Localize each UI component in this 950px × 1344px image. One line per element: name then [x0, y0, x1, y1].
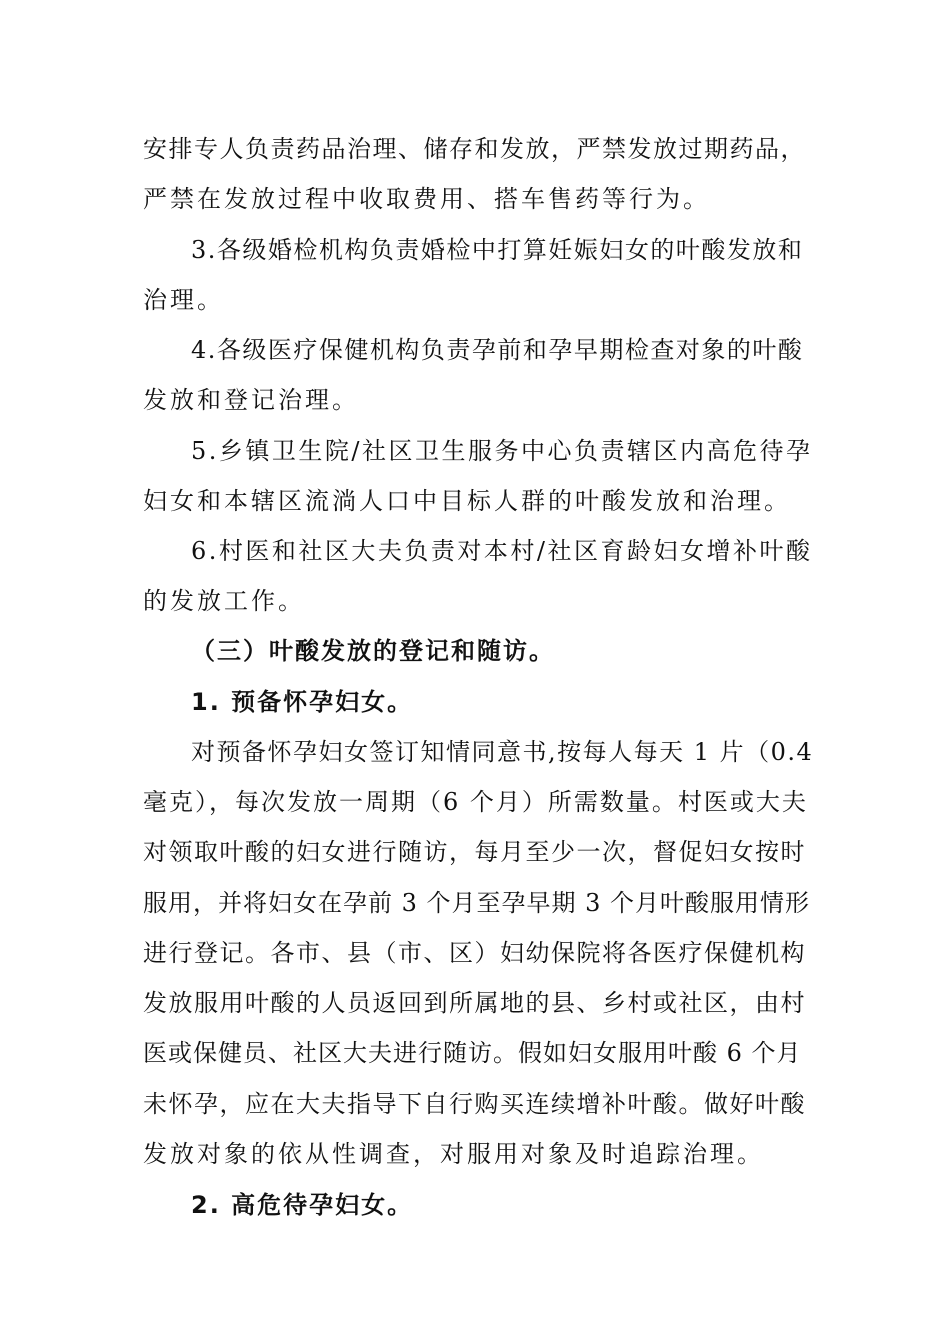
paragraph-line: 5.乡镇卫生院/社区卫生服务中心负责辖区内高危待孕 [191, 437, 813, 465]
paragraph-line: 发放服用叶酸的人员返回到所属地的县、乡村或社区，由村 [143, 989, 806, 1017]
paragraph-line: 4.各级医疗保健机构负责孕前和孕早期检查对象的叶酸 [191, 336, 804, 364]
section-heading: （三）叶酸发放的登记和随访。 [191, 637, 555, 665]
subsection-heading: 1. 预备怀孕妇女。 [191, 688, 414, 716]
paragraph-line: 未怀孕，应在大夫指导下自行购买连续增补叶酸。做好叶酸 [143, 1090, 806, 1118]
paragraph-line: 严禁在发放过程中收取费用、搭车售药等行为。 [143, 185, 710, 213]
paragraph-line: 治理。 [143, 286, 224, 314]
paragraph-line: 6.村医和社区大夫负责对本村/社区育龄妇女增补叶酸 [191, 537, 813, 565]
paragraph-line: 毫克），每次发放一周期（6 个月）所需数量。村医或大夫 [143, 788, 808, 816]
paragraph-line: 妇女和本辖区流淌人口中目标人群的叶酸发放和治理。 [143, 487, 791, 515]
paragraph-line: 发放和登记治理。 [143, 386, 359, 414]
paragraph-line: 安排专人负责药品治理、储存和发放，严禁发放过期药品， [143, 135, 806, 163]
paragraph-line: 服用，并将妇女在孕前 3 个月至孕早期 3 个月叶酸服用情形 [143, 889, 811, 917]
paragraph-line: 3.各级婚检机构负责婚检中打算妊娠妇女的叶酸发放和 [191, 236, 804, 264]
paragraph-line: 医或保健员、社区大夫进行随访。假如妇女服用叶酸 6 个月 [143, 1039, 802, 1067]
paragraph-line: 对领取叶酸的妇女进行随访，每月至少一次，督促妇女按时 [143, 838, 806, 866]
paragraph-line: 对预备怀孕妇女签订知情同意书,按每人每天 1 片（0.4 [191, 738, 814, 766]
paragraph-line: 进行登记。各市、县（市、区）妇幼保院将各医疗保健机构 [143, 939, 806, 967]
paragraph-line: 的发放工作。 [143, 587, 305, 615]
paragraph-line: 发放对象的依从性调查，对服用对象及时追踪治理。 [143, 1140, 764, 1168]
subsection-heading: 2. 高危待孕妇女。 [191, 1191, 414, 1219]
